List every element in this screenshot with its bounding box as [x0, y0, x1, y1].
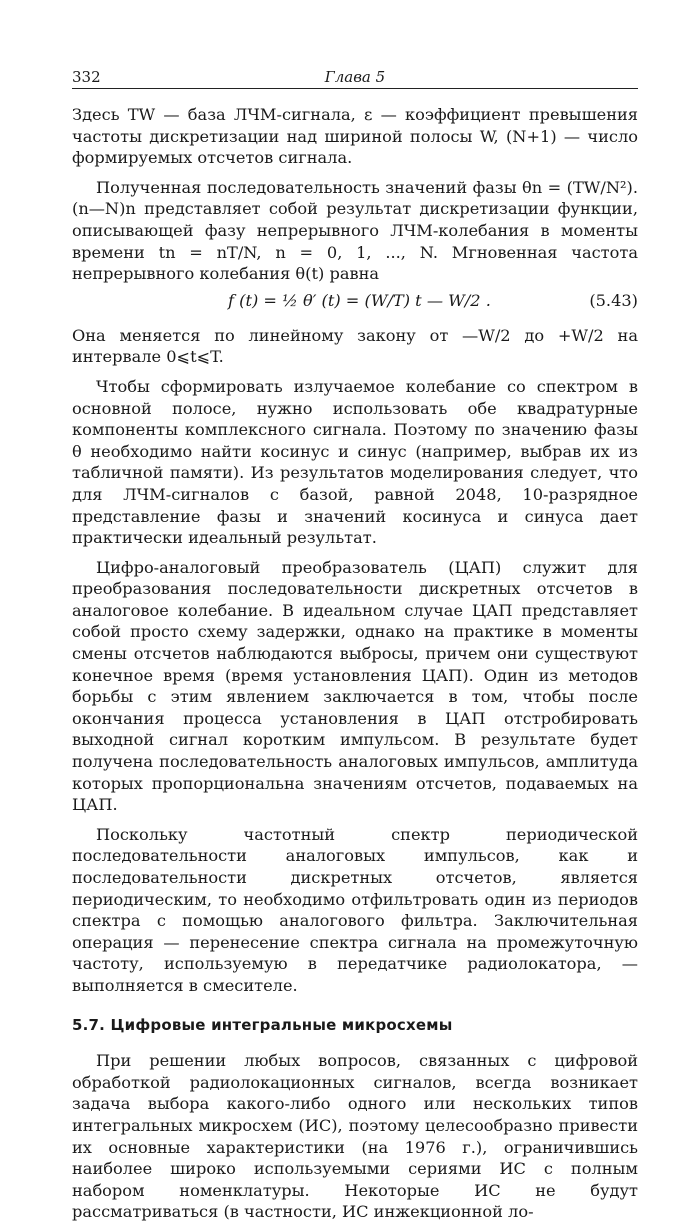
paragraph-intro: Здесь TW — база ЛЧМ-сигнала, ε — коэффициент превышения частоты дискретизации над шириной полосы W, (N+1) — число формируемых отсчетов сигнала.: [72, 105, 638, 168]
page-number: 332: [72, 68, 101, 86]
section-heading: 5.7. Цифровые интегральные микросхемы: [72, 1015, 453, 1034]
header-rule: [72, 88, 638, 89]
paragraph-dac: Цифро-аналоговый преобразователь (ЦАП) служит для преобразования последовательности дискретных отсчетов в аналоговое колебание. В идеальном случае ЦАП представляет собой просто схему задержки, однако на практике в моменты смены отсчетов наблюдаются выбросы, причем они существуют конечное время (время установления ЦАП). Один из методов борьбы с этим явлением заключается в том, чтобы после окончания процесса установления в ЦАП отстробировать выходной сигнал коротким импульсом. В результате будет получена последовательность аналоговых импульсов, амплитуда которых пропорциональна значениям отсчетов, подаваемых на ЦАП.: [72, 557, 638, 815]
paragraph-phase: Полученная последовательность значений фазы θn = (TW/N²). (n—N)n представляет собой результат дискретизации функции, описывающей фазу непрерывного ЛЧМ-колебания в моменты времени tn = nT/N, n = 0, 1, ..., N. Мгновенная частота непрерывного колебания θ(t) равна: [72, 177, 638, 284]
page-header: [72, 68, 638, 90]
paragraph-quadrature: Чтобы сформировать излучаемое колебание со спектром в основной полосе, нужно использовать обе квадратурные компоненты комплексного сигнала. Поэтому по значению фазы θ необходимо найти косинус и синус (например, выбрав их из табличной памяти). Из результатов моделирования следует, что для ЛЧМ-сигналов с базой, равной 2048, 10-разрядное представление фазы и значений косинуса и синуса дает практически идеальный результат.: [72, 376, 638, 548]
equation-5-43: [72, 287, 638, 317]
equation-number: (5.43): [589, 290, 638, 310]
paragraph-section-intro: При решении любых вопросов, связанных с цифровой обработкой радиолокационных сигналов, всегда возникает задача выбора какого-либо одного или нескольких типов интегральных микросхем (ИС), поэтому целесообразно привести их основные характеристики (на 1976 г.), ограничившись наиболее широко используемыми сериями ИС с полным набором номенклатуры. Некоторые ИС не будут рассматриваться (в частности, ИС инжекционной ло-: [72, 1051, 638, 1222]
running-title: Глава 5: [324, 68, 386, 86]
paragraph-after-formula: Она меняется по линейному закону от —W/2 до +W/2 на интервале 0⩽t⩽T.: [72, 325, 638, 367]
page-body: [72, 104, 638, 1223]
equation-expression: f (t) = ½ θ′ (t) = (W/T) t — W/2 .: [228, 290, 491, 310]
paragraph-filter: Поскольку частотный спектр периодической последовательности аналоговых импульсов, как и последовательности дискретных отсчетов, является периодическим, то необходимо отфильтровать один из периодов спектра с помощью аналогового фильтра. Заключительная операция — перенесение спектра сигнала на промежуточную частоту, используемую в передатчике радиолокатора, — выполняется в смесителе.: [72, 824, 638, 995]
book-page: [72, 68, 638, 1223]
